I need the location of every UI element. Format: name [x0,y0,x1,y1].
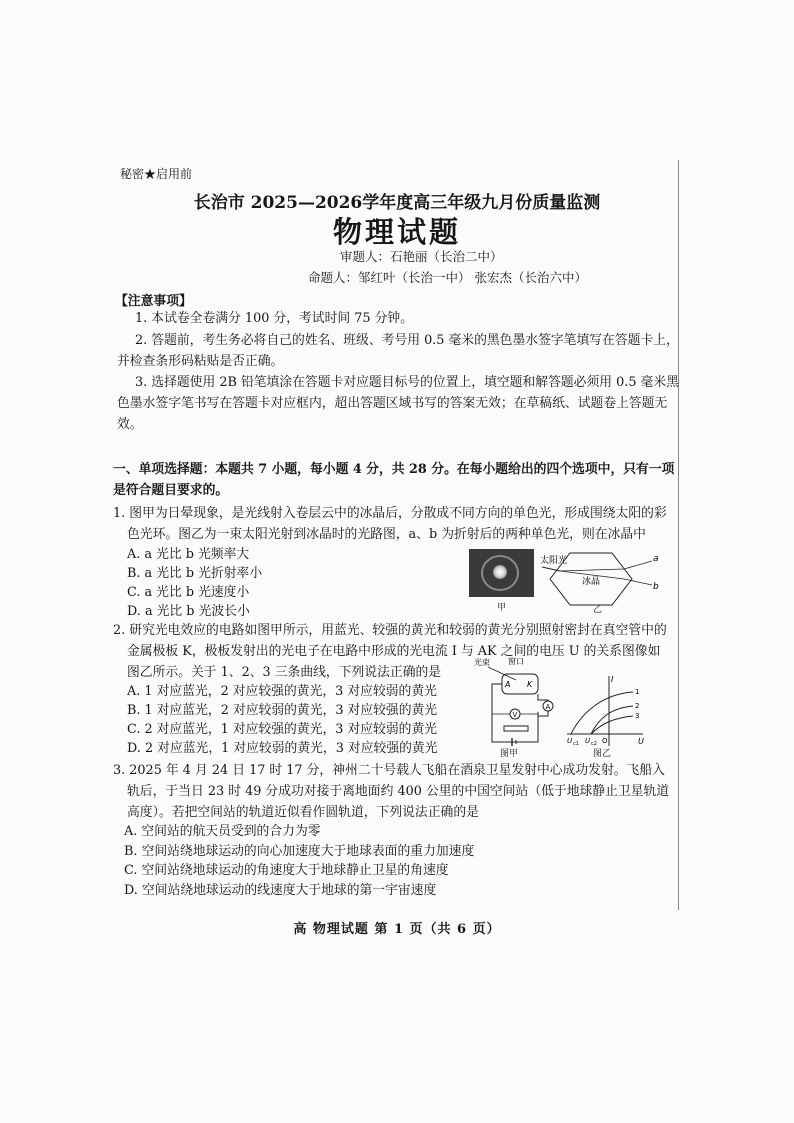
ray-a-inside [560,569,624,571]
q2-option-d: D. 2 对应蓝光，1 对应较弱的黄光，3 对应较强的黄光 [127,741,438,756]
notice-item-2: 2. 答题前，考生务必将自己的姓名、班级、考号用 0.5 毫米的黑色墨水签字笔填写在答题卡上，并检查条形码粘贴是否正确。 [117,333,679,369]
axis-i-label: I [611,675,614,684]
electrode-a-label: A [505,680,511,689]
curve-3-label: 3 [635,712,640,720]
q1-option-d: D. a 光比 b 光波长小 [127,604,250,619]
ice-crystal-diagram [540,549,675,613]
light-label: 光束 [474,658,490,667]
q2-caption-left: 图甲 [500,749,519,759]
margin-line [678,160,679,910]
sun-halo-photo [469,549,534,597]
secret-label: 秘密★启用前 [120,167,193,181]
uc2-label: U [585,737,591,745]
notice-item-1: 1. 本试卷全卷满分 100 分，考试时间 75 分钟。 [135,311,414,326]
reviewer: 审题人：石艳丽（长治二中） [340,249,503,264]
question-2-stem: 2. 研究光电效应的电路如图甲所示，用蓝光、较强的黄光和较弱的黄光分别照射密封在真空管中的金属极板 K，极板发射出的光电子在电路中形成的光电流 I 与 AK 之间的电压 U 的关系图像如图乙所示。关于 1、2、3 三条曲线，下列说法正确的是 [113,623,667,680]
electrode-k-label: K [527,680,533,689]
q2-option-a: A. 1 对应蓝光，2 对应较强的黄光，3 对应较弱的黄光 [127,684,437,699]
section-heading: 一、单项选择题：本题共 7 小题，每小题 4 分，共 28 分。在每小题给出的四个选项中，只有一项是符合题目要求的。 [113,462,675,498]
uc1-subscript: c1 [573,741,579,747]
q1-option-a: A. a 光比 b 光频率大 [127,547,250,562]
q3-option-c: C. 空间站绕地球运动的角速度大于地球静止卫星的角速度 [124,863,449,878]
exam-title: 长治市 2025—2026学年度高三年级九月份质量监测 [193,193,601,213]
q1-option-b: B. a 光比 b 光折射率小 [127,566,263,581]
q1-option-c: C. a 光比 b 光速度小 [127,585,250,600]
sunlight-label: 太阳光 [540,556,568,566]
curve-1-label: 1 [635,688,640,696]
sun-glow [493,565,507,579]
window-label: 窗口 [508,657,524,666]
curve-3 [591,716,633,734]
curve-2-label: 2 [635,702,640,710]
page-footer: 高 物理试题 第 1 页（共 6 页） [293,922,501,937]
rheostat [504,726,528,731]
crystal-label: 冰晶 [582,577,601,587]
photoelectric-circuit [472,656,558,756]
q1-caption-right: 乙 [593,605,603,615]
ray-a-exit [624,561,652,569]
curve-1 [571,692,633,734]
q1-caption-left: 甲 [497,603,507,613]
uc1-label: U [567,737,573,745]
q2-caption-right: 图乙 [593,749,612,759]
authors: 命题人：邹红叶（长治一中） 张宏杰（长治六中） [308,270,587,285]
q2-option-b: B. 1 对应蓝光，2 对应较弱的黄光，3 对应较强的黄光 [127,703,438,718]
q3-option-d: D. 空间站绕地球运动的线速度大于地球的第一宇宙速度 [124,883,437,898]
q3-option-b: B. 空间站绕地球运动的向心加速度大于地球表面的重力加速度 [124,844,475,859]
question-1-stem: 1. 图甲为日晕现象，是光线射入卷层云中的冰晶后，分散成不同方向的单色光，形成围绕太阳的彩色光环。图乙为一束太阳光射到冰晶时的光路图，a、b 为折射后的两种单色光，则在冰晶中 [113,506,667,542]
notice-title: 【注意事项】 [115,294,192,309]
notice-item-3: 3. 选择题使用 2B 铅笔填涂在答题卡对应题目标号的位置上，填空题和解答题必须用 0.5 毫米黑色墨水签字笔书写在答题卡对应框内，超出答题区域书写的答案无效；在草稿纸、试题卷上答题无效。 [117,375,679,432]
iu-graph [565,672,645,750]
ray-a-label: a [653,554,659,564]
curve-2 [591,706,633,734]
q3-option-a: A. 空间站的航天员受到的合力为零 [124,824,321,839]
voltmeter-label: V [512,711,518,719]
ammeter-label: A [545,703,551,711]
q2-option-c: C. 2 对应蓝光，1 对应较强的黄光，3 对应较弱的黄光 [127,722,438,737]
subject-title: 物理试题 [332,215,461,249]
axis-u-label: U [638,737,644,746]
question-3-stem: 3. 2025 年 4 月 24 日 17 时 17 分，神州二十号载人飞船在酒泉卫星发射中心成功发射。飞船入轨后，于当日 23 时 49 分成功对接于离地面约 400 公里的中国空间站（低于地球静止卫星轨道高度）。若把空间站的轨道近似看作圆轨道，下列说法正确的是 [113,763,670,820]
ray-b-label: b [653,582,659,592]
uc2-subscript: c2 [591,741,597,747]
origin-label: O [602,737,608,745]
